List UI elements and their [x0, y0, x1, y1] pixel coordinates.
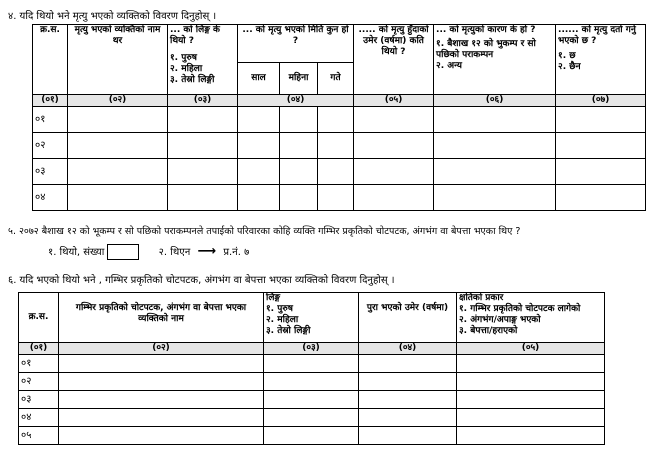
cell[interactable] — [318, 107, 354, 133]
cell[interactable] — [59, 355, 264, 373]
cell[interactable] — [556, 159, 646, 185]
q6-col-number: (०४) — [359, 343, 457, 355]
cell[interactable] — [354, 159, 434, 185]
row-number: ०२ — [19, 373, 59, 391]
row-number: ०२ — [33, 133, 68, 159]
cell[interactable] — [264, 409, 359, 427]
cell[interactable] — [457, 409, 605, 427]
cell[interactable] — [168, 185, 238, 211]
q4-header-year: साल — [238, 63, 280, 95]
q4-col-number: (०५) — [354, 95, 434, 107]
table-row — [19, 391, 605, 409]
cell[interactable] — [59, 409, 264, 427]
row-number: ०५ — [19, 427, 59, 445]
q4-col-number: (०४) — [238, 95, 354, 107]
cell[interactable] — [68, 107, 168, 133]
q4-col-number: (०७) — [556, 95, 646, 107]
cell[interactable] — [318, 159, 354, 185]
cell[interactable] — [59, 373, 264, 391]
q4-col-number: (०६) — [434, 95, 556, 107]
q4-prompt: ४. यदि थियो भने मृत्यु भएको व्यक्तिको विवरण दिनुहोस् । — [8, 11, 217, 22]
cell[interactable] — [359, 391, 457, 409]
q4-header-day: गते — [318, 63, 354, 95]
q6-col-number: (०१) — [19, 343, 59, 355]
q4-header-name: मृत्यु भएको व्यक्तिको नाम थर — [68, 25, 168, 95]
cell[interactable] — [264, 373, 359, 391]
cell[interactable] — [264, 355, 359, 373]
q4-header-date: ... को मृत्यु भएको मिति कुन हो ? — [238, 25, 354, 63]
table-row — [19, 355, 605, 373]
cell[interactable] — [434, 159, 556, 185]
q6-col-number: (०२) — [59, 343, 264, 355]
cell[interactable] — [359, 355, 457, 373]
cell[interactable] — [168, 133, 238, 159]
cell[interactable] — [434, 133, 556, 159]
q6-col-number: (०३) — [264, 343, 359, 355]
cell[interactable] — [280, 185, 318, 211]
cell[interactable] — [280, 107, 318, 133]
q4-table — [32, 24, 646, 211]
cell[interactable] — [264, 427, 359, 445]
cell[interactable] — [168, 107, 238, 133]
q4-col-number: (०१) — [33, 95, 68, 107]
q4-col-number: (०३) — [168, 95, 238, 107]
q6-header-age: पुरा भएको उमेर (वर्षमा) — [359, 293, 457, 343]
q6-table — [18, 292, 605, 445]
q5-count-box[interactable] — [107, 244, 139, 260]
q5-skip-to: प्र.नं. ७ — [223, 247, 250, 258]
q6-header-gender: लिङ्ग १. पुरुष २. महिला ३. तेस्रो लिङ्गी — [264, 293, 359, 343]
cell[interactable] — [264, 391, 359, 409]
q4-header-cause: ... को मृत्युको कारण के हो ? १. बैशाख १२ को भुकम्प र सो पछिको पराकम्पन २. अन्य — [434, 25, 556, 95]
cell[interactable] — [238, 159, 280, 185]
cell[interactable] — [68, 133, 168, 159]
cell[interactable] — [59, 427, 264, 445]
table-row — [33, 133, 646, 159]
cell[interactable] — [457, 391, 605, 409]
cell[interactable] — [238, 107, 280, 133]
cell[interactable] — [354, 107, 434, 133]
cell[interactable] — [359, 409, 457, 427]
q5-option-yes: १. थियो, संख्या — [48, 247, 105, 258]
q6-header-type: क्षतिको प्रकार १. गम्भिर प्रकृतिको चोटपटक लागेको २. अंगभंग/अपाङ्ग भएको ३. बेपत्ता/हराएको — [457, 293, 605, 343]
q4-header-gender: ... को लिङ्ग के थियो ? १. पुरुष २. महिला ३. तेस्रो लिङ्गी — [168, 25, 238, 95]
cell[interactable] — [59, 391, 264, 409]
arrow-right-icon: ⟶ — [197, 244, 217, 259]
q4-header-death-reg: ...... को मृत्यु दर्ता गर्नु भएको छ ? १. छ २. छैन — [556, 25, 646, 95]
cell[interactable] — [354, 185, 434, 211]
cell[interactable] — [556, 185, 646, 211]
cell[interactable] — [359, 373, 457, 391]
table-row — [19, 409, 605, 427]
table-row — [33, 159, 646, 185]
cell[interactable] — [280, 159, 318, 185]
table-row — [19, 427, 605, 445]
cell[interactable] — [168, 159, 238, 185]
row-number: ०४ — [33, 185, 68, 211]
cell[interactable] — [556, 133, 646, 159]
table-row — [33, 185, 646, 211]
cell[interactable] — [556, 107, 646, 133]
cell[interactable] — [68, 185, 168, 211]
q4-header-age: ..... को मृत्यु हुँदाको उमेर (वर्षमा) कति थियो ? — [354, 25, 434, 95]
q5-option-no: २. थिएन — [158, 247, 191, 258]
q5-prompt: ५. २०७२ बैशाख १२ को भूकम्प र सो पछिको पराकम्पनले तपाईको परिवारका कोहि व्यक्ति गम्भिर प्रकृतिको चोटपटक, अंगभंग वा बेपत्ता भएका थिए ? — [8, 226, 521, 237]
table-row — [33, 107, 646, 133]
cell[interactable] — [238, 185, 280, 211]
cell[interactable] — [359, 427, 457, 445]
row-number: ०१ — [19, 355, 59, 373]
q4-col-number: (०२) — [68, 95, 168, 107]
cell[interactable] — [457, 355, 605, 373]
q6-header-name: गम्भिर प्रकृतिको चोटपटक, अंगभंग वा बेपत्ता भएका व्यक्तिको नाम — [59, 293, 264, 343]
cell[interactable] — [434, 185, 556, 211]
q6-prompt: ६. यदि भएको थियो भने , गम्भिर प्रकृतिको चोटपटक, अंगभंग वा बेपत्ता भएका व्यक्तिको विवरण दिनुहोस् । — [8, 275, 395, 286]
cell[interactable] — [280, 133, 318, 159]
cell[interactable] — [354, 133, 434, 159]
cell[interactable] — [457, 427, 605, 445]
q6-header-sn: क्र.स. — [19, 293, 59, 343]
cell[interactable] — [457, 373, 605, 391]
q5-options — [48, 244, 249, 260]
row-number: ०३ — [19, 391, 59, 409]
cell[interactable] — [318, 133, 354, 159]
row-number: ०१ — [33, 107, 68, 133]
q6-col-number: (०५) — [457, 343, 605, 355]
q4-header-sn: क्र.स. — [33, 25, 68, 95]
table-row — [19, 373, 605, 391]
cell[interactable] — [434, 107, 556, 133]
cell[interactable] — [68, 159, 168, 185]
row-number: ०३ — [33, 159, 68, 185]
cell[interactable] — [238, 133, 280, 159]
cell[interactable] — [318, 185, 354, 211]
row-number: ०४ — [19, 409, 59, 427]
q4-header-month: महिना — [280, 63, 318, 95]
